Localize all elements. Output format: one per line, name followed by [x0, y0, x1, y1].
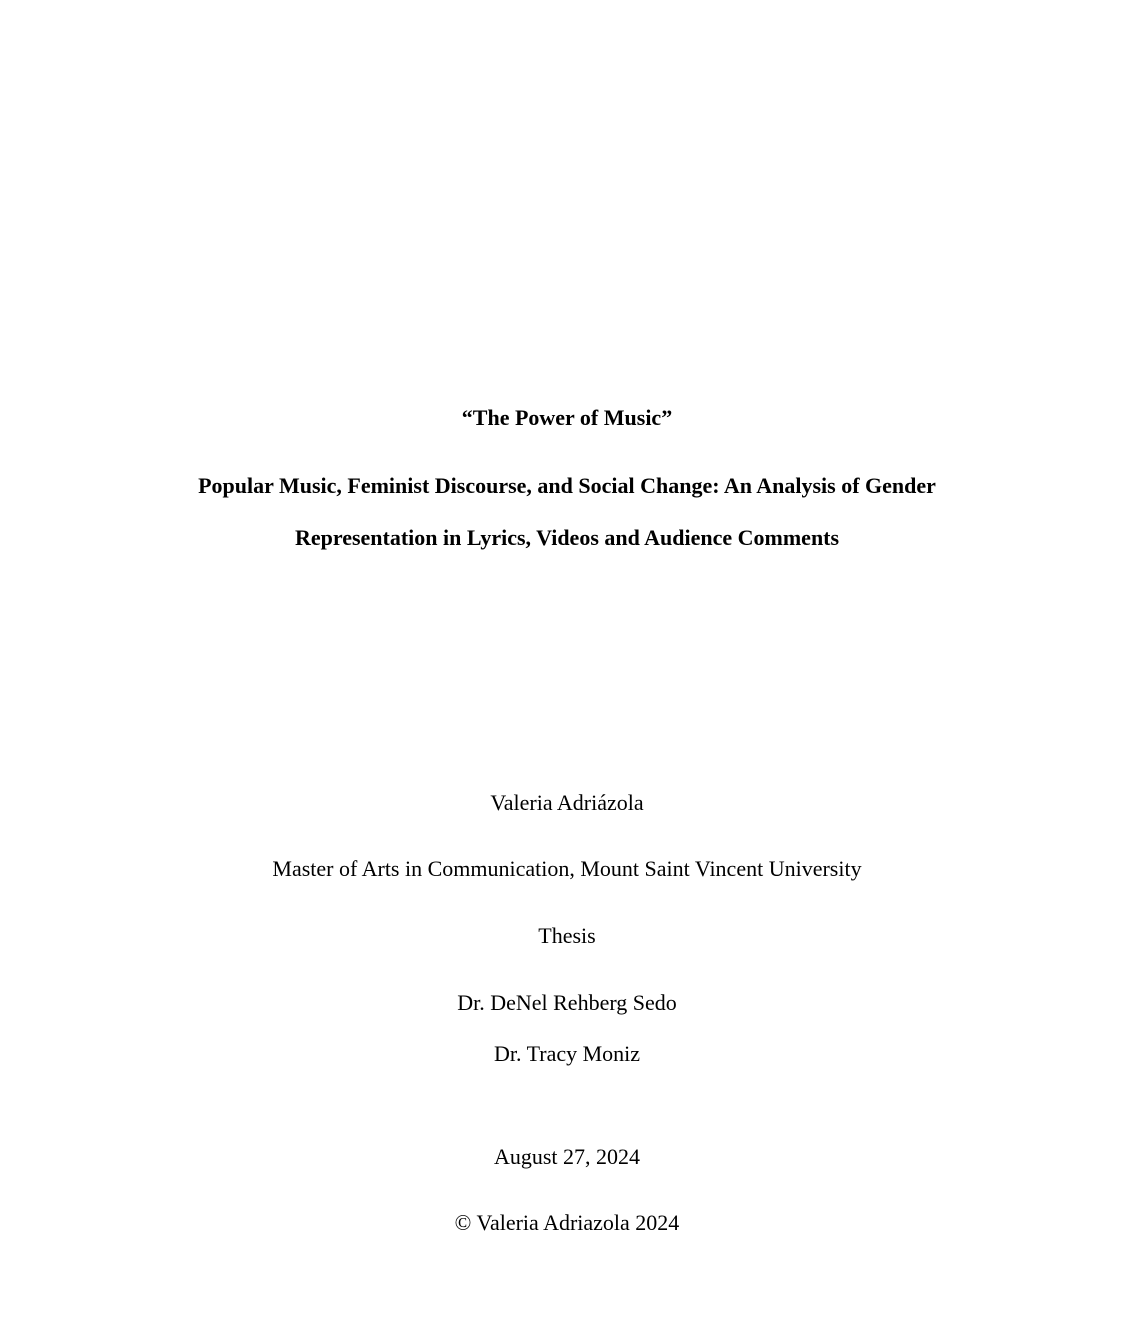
submission-date: August 27, 2024: [493, 1144, 641, 1169]
copyright-notice: © Valeria Adriazola 2024: [454, 1210, 680, 1235]
thesis-title-line-1: Popular Music, Feminist Discourse, and Social Change: An Analysis of Gender: [198, 473, 936, 498]
author-name: Valeria Adriázola: [490, 790, 644, 815]
supervisor-2: Dr. Tracy Moniz: [493, 1041, 641, 1066]
quote-title: “The Power of Music”: [461, 405, 673, 430]
document-type: Thesis: [538, 923, 596, 948]
thesis-title-line-2: Representation in Lyrics, Videos and Audience Comments: [294, 525, 840, 550]
supervisor-1: Dr. DeNel Rehberg Sedo: [457, 990, 677, 1015]
degree-program: Master of Arts in Communication, Mount Saint Vincent University: [272, 856, 862, 881]
